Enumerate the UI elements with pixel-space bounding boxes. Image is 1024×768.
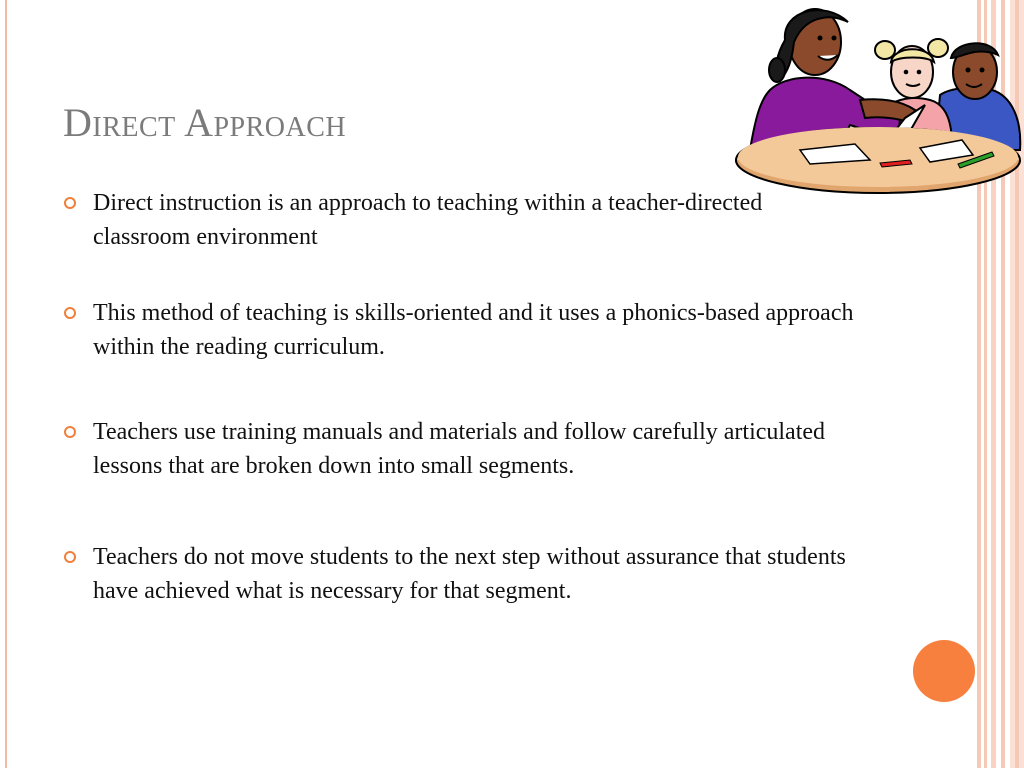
- bullet-text: Teachers use training manuals and materials and follow carefully articulated lessons that are broken down into small segments.: [93, 419, 826, 479]
- slide-title: Direct Approach: [63, 100, 347, 145]
- orange-circle-decoration: [913, 640, 975, 702]
- hollow-circle-bullet-icon: [64, 307, 76, 319]
- bullet-item: [64, 415, 854, 483]
- hollow-circle-bullet-icon: [64, 197, 76, 209]
- hollow-circle-bullet-icon: [64, 551, 76, 563]
- bullet-item: [64, 296, 854, 364]
- left-border-line: [5, 0, 7, 768]
- bullet-text: This method of teaching is skills-oriented and it uses a phonics-based approach within the reading curriculum.: [93, 300, 854, 360]
- bullet-text: Teachers do not move students to the next step without assurance that students have achieved what is necessary for that segment.: [93, 544, 846, 604]
- hollow-circle-bullet-icon: [64, 426, 76, 438]
- bullet-list: [64, 186, 854, 608]
- bullet-text: Direct instruction is an approach to teaching within a teacher-directed classroom environment: [93, 190, 763, 250]
- teacher-with-students-icon: [730, 0, 1024, 200]
- bullet-item: [64, 540, 854, 608]
- bullet-item: [64, 186, 854, 254]
